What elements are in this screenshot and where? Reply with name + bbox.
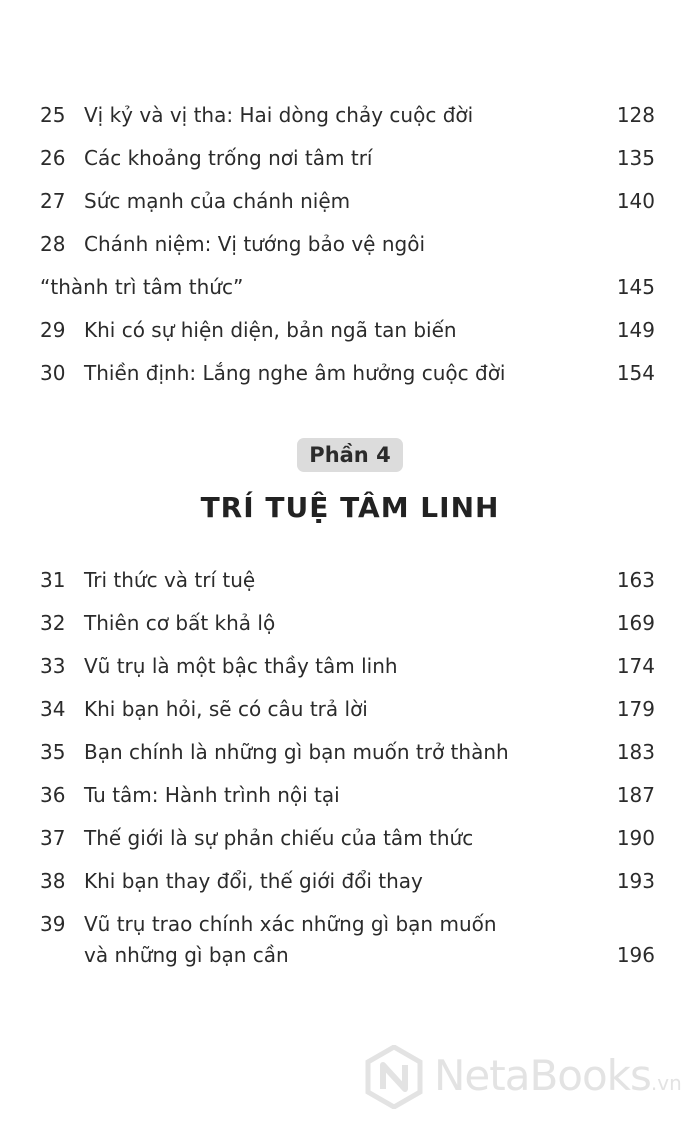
toc-entry: [0, 736, 700, 768]
entry-page: 169: [616, 611, 655, 635]
entry-number: 26: [40, 146, 66, 170]
entry-title: Các khoảng trống nơi tâm trí: [84, 146, 373, 170]
entry-title: Vị kỷ và vị tha: Hai dòng chảy cuộc đời: [84, 103, 474, 127]
entry-number: 34: [40, 697, 66, 721]
entry-page: 174: [616, 654, 655, 678]
toc-entry: [0, 865, 700, 897]
entry-number: 33: [40, 654, 66, 678]
entry-title: Chánh niệm: Vị tướng bảo vệ ngôi: [84, 232, 426, 256]
entry-page: 140: [616, 189, 655, 213]
entry-page: 196: [616, 943, 655, 967]
entry-number: 37: [40, 826, 66, 850]
entry-number: 32: [40, 611, 66, 635]
entry-number: 31: [40, 568, 66, 592]
entry-page: 154: [616, 361, 655, 385]
entry-title: Tu tâm: Hành trình nội tại: [84, 783, 340, 807]
entry-title: Khi bạn thay đổi, thế giới đổi thay: [84, 869, 423, 893]
entry-number: 25: [40, 103, 66, 127]
entry-title: Thiên cơ bất khả lộ: [84, 611, 276, 635]
watermark-text: [434, 1051, 682, 1100]
netabooks-watermark: [364, 1045, 694, 1109]
entry-title: Vũ trụ là một bậc thầy tâm linh: [84, 654, 398, 678]
entry-title-continued: và những gì bạn cần: [84, 943, 289, 967]
entry-number: 30: [40, 361, 66, 385]
entry-title: Sức mạnh của chánh niệm: [84, 189, 351, 213]
toc-entry: [0, 822, 700, 854]
entry-title: Khi có sự hiện diện, bản ngã tan biến: [84, 318, 457, 342]
entry-page: 187: [616, 783, 655, 807]
entry-title: Thế giới là sự phản chiếu của tâm thức: [84, 826, 474, 850]
toc-entry-continuation: [0, 939, 700, 971]
entry-page: 163: [616, 568, 655, 592]
entry-page: 145: [616, 275, 655, 299]
entry-title: Vũ trụ trao chính xác những gì bạn muốn: [84, 912, 497, 936]
toc-entry: [0, 650, 700, 682]
part-label: Phần 4: [297, 438, 403, 472]
entry-number: 27: [40, 189, 66, 213]
entry-page: 149: [616, 318, 655, 342]
entry-page: 190: [616, 826, 655, 850]
entry-number: 29: [40, 318, 66, 342]
entry-page: 135: [616, 146, 655, 170]
toc-entry: [0, 142, 700, 174]
entry-page: 183: [616, 740, 655, 764]
toc-entry: [0, 99, 700, 131]
toc-entry: [0, 779, 700, 811]
entry-title: Tri thức và trí tuệ: [84, 568, 256, 592]
entry-title: Thiền định: Lắng nghe âm hưởng cuộc đời: [84, 361, 506, 385]
entry-number: 28: [40, 232, 66, 256]
toc-entry: [0, 607, 700, 639]
part-title: TRÍ TUỆ TÂM LINH: [200, 491, 500, 524]
entry-page: 179: [616, 697, 655, 721]
entry-page: 128: [616, 103, 655, 127]
entry-number: 38: [40, 869, 66, 893]
toc-entry: [0, 357, 700, 389]
toc-entry: [0, 228, 700, 260]
entry-number: 36: [40, 783, 66, 807]
entry-title: Bạn chính là những gì bạn muốn trở thành: [84, 740, 509, 764]
entry-page: 193: [616, 869, 655, 893]
entry-number: 35: [40, 740, 66, 764]
toc-entry: [0, 314, 700, 346]
watermark-brand: NetaBooks: [434, 1051, 651, 1100]
toc-entry: [0, 564, 700, 596]
entry-number: 39: [40, 912, 66, 936]
entry-title-continued: “thành trì tâm thức”: [40, 275, 244, 299]
toc-entry: [0, 908, 700, 940]
netabooks-logo-icon: [364, 1045, 424, 1109]
watermark-suffix: .vn: [650, 1071, 682, 1095]
entry-title: Khi bạn hỏi, sẽ có câu trả lời: [84, 697, 368, 721]
toc-entry: [0, 693, 700, 725]
toc-entry: [0, 185, 700, 217]
toc-entry-continuation: [0, 271, 700, 303]
